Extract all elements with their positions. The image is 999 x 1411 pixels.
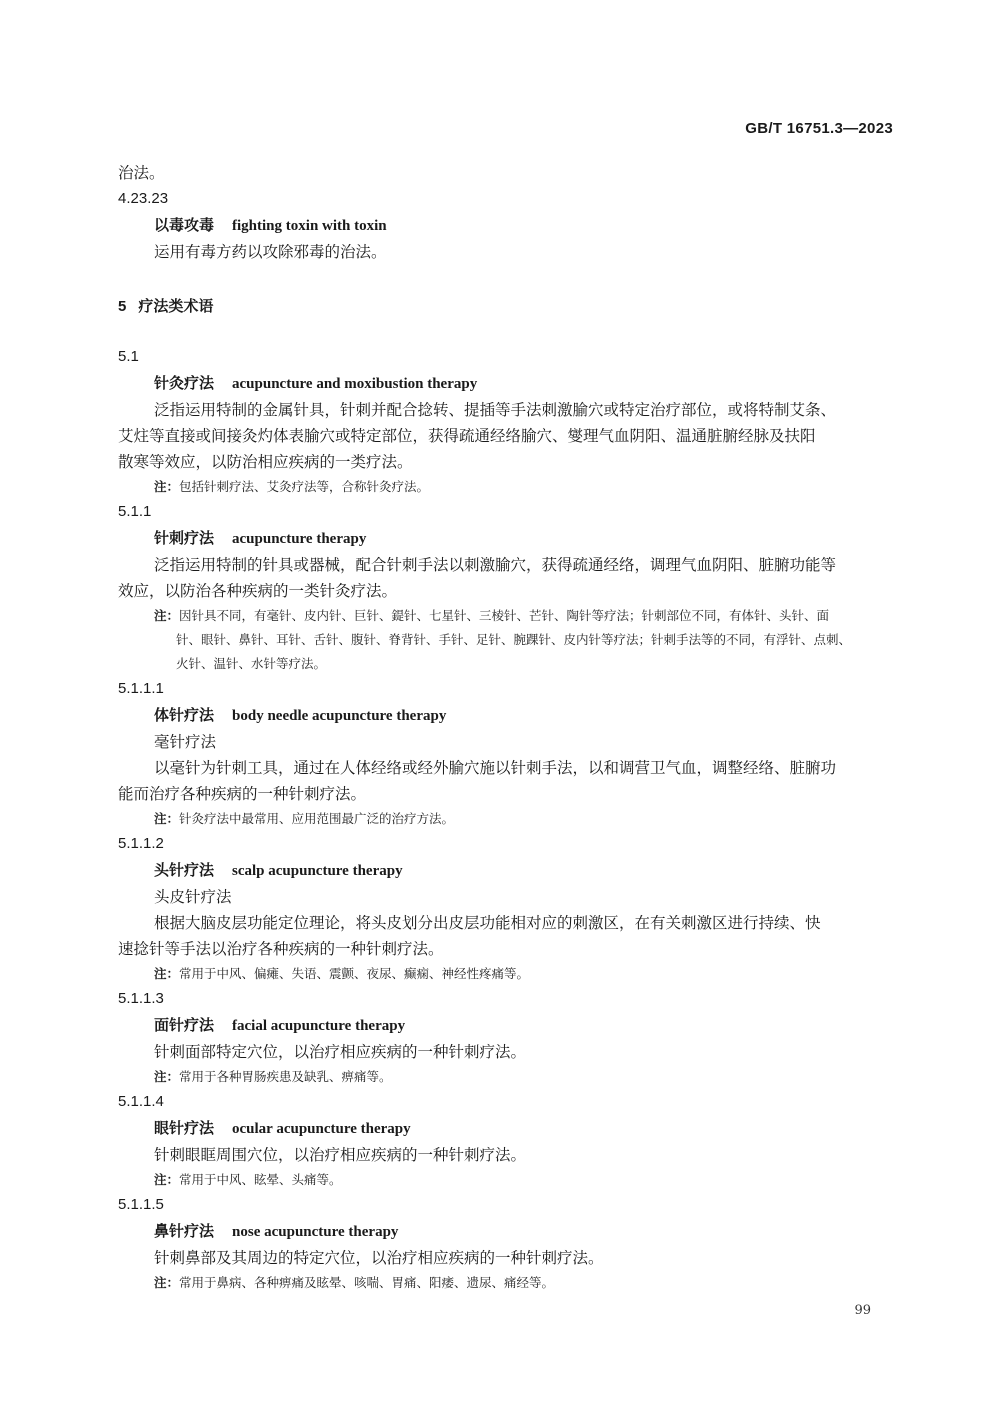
term-zh: 针灸疗法 [154,374,215,392]
definition: 针刺鼻部及其周边的特定穴位，以治疗相应疾病的一种针刺疗法。 [154,1249,604,1267]
definition-line: 能而治疗各种疾病的一种针刺疗法。 [118,785,367,803]
page-content [118,160,898,1295]
clause-number: 5.1.1.3 [118,990,164,1007]
definition [118,397,898,475]
note [118,1168,898,1192]
clause-number: 5.1 [118,348,139,365]
note [118,1271,898,1295]
carryover-text: 治法。 [118,164,165,182]
section-title: 疗法类术语 [138,297,214,315]
term-heading [118,1012,898,1039]
section-number: 5 [118,298,127,315]
note-continuation: 火针、温针、水针等疗法。 [176,656,327,671]
term-heading [118,370,898,397]
definition [118,552,898,604]
term-en: nose acupuncture therapy [232,1224,399,1240]
term-heading [118,857,898,884]
term-en: acupuncture and moxibustion therapy [232,376,478,392]
note-text: 常用于各种胃肠疾患及缺乳、痹痛等。 [179,1069,392,1084]
definition: 针刺面部特定穴位，以治疗相应疾病的一种针刺疗法。 [154,1043,527,1061]
note-label: 注： [154,1172,180,1187]
term-zh: 眼针疗法 [154,1119,215,1137]
clause-number: 5.1.1.5 [118,1196,164,1213]
definition [118,910,898,962]
note-text: 常用于中风、偏瘫、失语、震颤、夜尿、癫痫、神经性疼痛等。 [179,966,530,981]
note-text: 常用于鼻病、各种痹痛及眩晕、咳喘、胃痛、阳痿、遗尿、痛经等。 [179,1275,555,1290]
term-en: scalp acupuncture therapy [232,863,403,879]
term-zh: 面针疗法 [154,1016,215,1034]
note-label: 注： [154,1069,180,1084]
note [118,962,898,986]
note-label: 注： [154,1275,180,1290]
clause-number: 5.1.1 [118,503,152,520]
note [118,807,898,831]
term-heading [118,1218,898,1245]
note [118,604,898,628]
term-heading [118,525,898,552]
term-heading [118,1115,898,1142]
note-text: 针灸疗法中最常用、应用范围最广泛的治疗方法。 [179,811,455,826]
note-text: 常用于中风、眩晕、头痛等。 [179,1172,342,1187]
definition: 运用有毒方药以攻除邪毒的治法。 [154,243,387,261]
note [118,475,898,499]
clause-number: 5.1.1.4 [118,1093,164,1110]
definition-line: 泛指运用特制的针具或器械，配合针刺手法以刺激腧穴，获得疏通经络，调理气血阴阳、脏腑功能等 [154,556,837,574]
note-label: 注： [154,966,180,981]
note-text: 因针具不同，有毫针、皮内针、巨针、鍉针、七星针、三棱针、芒针、陶针等疗法；针刺部位不同，有体针、头针、面 [179,608,830,623]
page-number: 99 [854,1303,871,1318]
definition-line: 根据大脑皮层功能定位理论，将头皮划分出皮层功能相对应的刺激区，在有关刺激区进行持续、快 [154,914,821,932]
note-label: 注： [154,811,180,826]
note-text: 包括针刺疗法、艾灸疗法等，合称针灸疗法。 [179,479,430,494]
term-heading [118,212,898,239]
term-zh: 鼻针疗法 [154,1222,215,1240]
definition-line: 速捻针等手法以治疗各种疾病的一种针刺疗法。 [118,940,444,958]
definition [118,755,898,807]
term-en: acupuncture therapy [232,531,367,547]
note-label: 注： [154,608,180,623]
section-heading [118,293,898,320]
definition-line: 艾炷等直接或间接灸灼体表腧穴或特定部位，获得疏通经络腧穴、燮理气血阴阳、温通脏腑经脉及扶阳 [118,427,816,445]
term-en: ocular acupuncture therapy [232,1121,411,1137]
definition-line: 散寒等效应，以防治相应疾病的一类疗法。 [118,453,413,471]
note-label: 注： [154,479,180,494]
term-zh: 体针疗法 [154,706,215,724]
term-heading [118,702,898,729]
term-zh: 针刺疗法 [154,529,215,547]
note-continuation: 针、眼针、鼻针、耳针、舌针、腹针、脊背针、手针、足针、腕踝针、皮内针等疗法；针刺手法等的不同，有浮针、点刺、 [176,632,852,647]
definition-line: 以毫针为针刺工具，通过在人体经络或经外腧穴施以针刺手法，以和调营卫气血，调整经络、脏腑功 [154,759,837,777]
definition: 针刺眼眶周围穴位，以治疗相应疾病的一种针刺疗法。 [154,1146,527,1164]
term-en: body needle acupuncture therapy [232,708,447,724]
definition-line: 效应，以防治各种疾病的一类针灸疗法。 [118,582,398,600]
term-en: facial acupuncture therapy [232,1018,406,1034]
clause-number: 5.1.1.2 [118,835,164,852]
note [118,1065,898,1089]
clause-number: 5.1.1.1 [118,680,164,697]
synonym: 毫针疗法 [154,733,217,751]
term-en: fighting toxin with toxin [232,218,387,234]
clause-number: 4.23.23 [118,190,169,207]
term-zh: 以毒攻毒 [154,216,215,234]
term-zh: 头针疗法 [154,861,215,879]
synonym: 头皮针疗法 [154,888,232,906]
definition-line: 泛指运用特制的金属针具，针刺并配合捻转、提插等手法刺激腧穴或特定治疗部位，或将特制艾条、 [154,401,837,419]
standard-code: GB/T 16751.3—2023 [745,120,893,137]
